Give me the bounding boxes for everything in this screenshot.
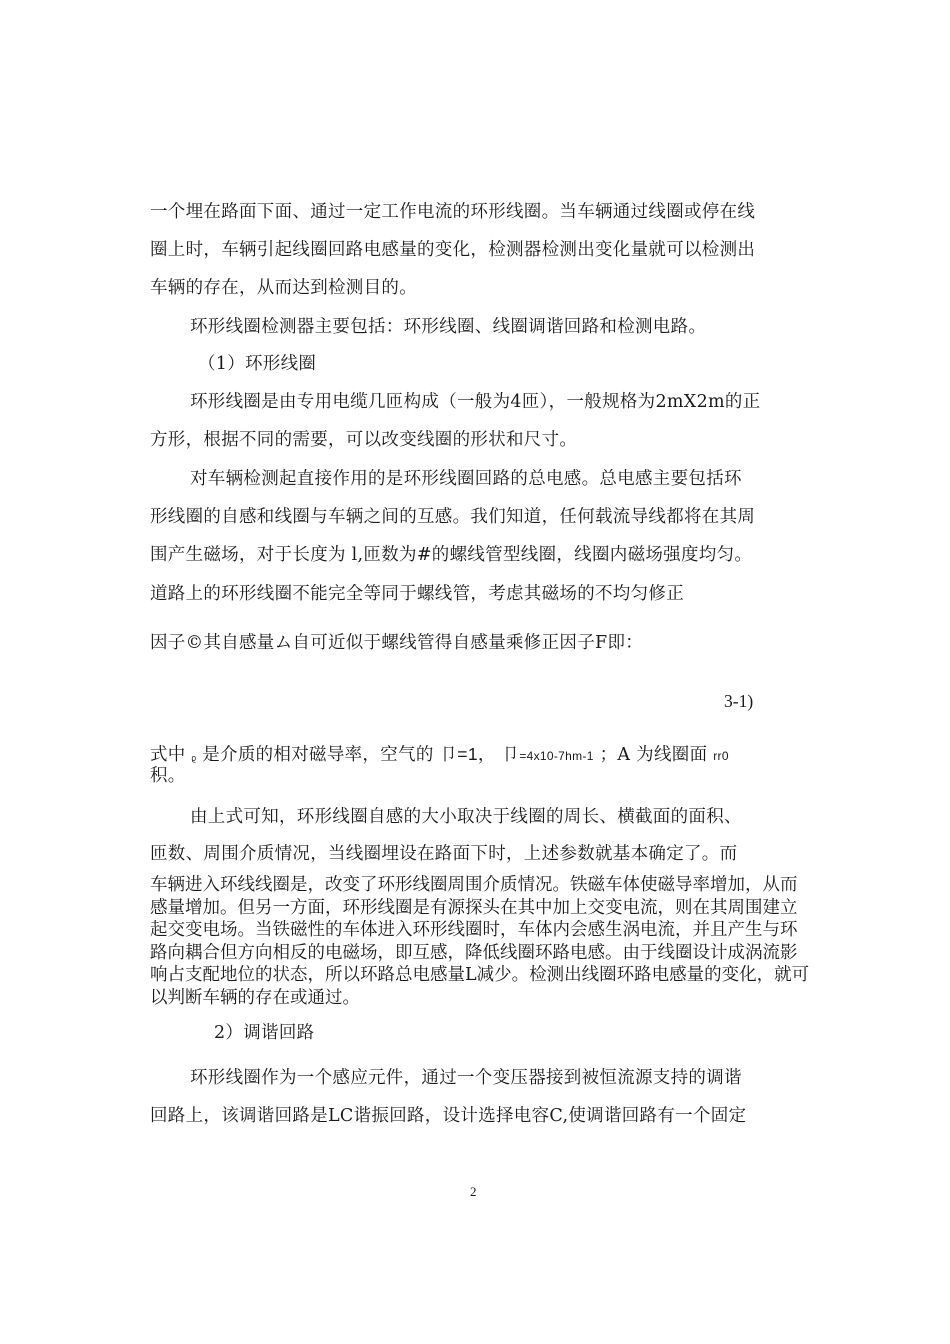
paragraph-4-line-3: 围产生磁场，对于长度为 l,匝数为#的螺线管型线圈，线圈内磁场强度均匀。 <box>150 545 753 565</box>
paragraph-3-line-2: 方形，根据不同的需要，可以改变线圈的形状和尺寸。 <box>150 430 578 450</box>
formula-note-line-1 <box>150 742 729 768</box>
paragraph-4-line-1: 对车辆检测起直接作用的是环形线圈回路的总电感。总电感主要包括环 <box>190 469 742 489</box>
page-number: 2 <box>470 1184 477 1199</box>
paragraph-3-line-1: 环形线圈是由专用电缆几匝构成（一般为4匝），一般规格为2mX2m的正 <box>190 392 761 412</box>
formula-note-text-1: 式中 <box>150 745 186 765</box>
paragraph-4-line-5: 因子©其自感量ム自可近似于螺线管得自感量乘修正因子F即： <box>150 633 644 653</box>
formula-note-text-3: ；A 为线圈面 <box>599 745 708 765</box>
formula-note-line-2: 积。 <box>150 766 186 786</box>
paragraph-6: 车辆进入环线线圈是，改变了环形线圈周围介质情况。铁磁车体使磁导率增加，从而感量增加。但另一方面，环形线圈是有源探头在其中加上交变电流，则在其周围建立起交变电场。当铁磁性的车体进入环形线圈时，车体内会感生涡电流，并且产生与环路向耦合但方向相反的电磁场，即互感，降低线圈环路电感。由于线圈设计成涡流影响占支配地位的状态，所以环路总电感量L减少。检测出线圈环路电感量的变化，就可以判断车辆的存在或通过。 <box>150 875 810 1008</box>
paragraph-4-line-4: 道路上的环形线圈不能完全等同于螺线管，考虑其磁场的不均匀修正 <box>150 584 684 604</box>
formula-note-text-2: 是介质的相对磁导率，空气的 <box>202 745 434 765</box>
formula-note-tail: rr0 <box>713 749 729 763</box>
section-heading-loop: （1）环形线圈 <box>198 354 317 374</box>
equation-number: 3-1) <box>724 691 754 711</box>
mu-symbol: ᵨ <box>191 749 197 763</box>
paragraph-2: 环形线圈检测器主要包括：环形线圈、线圈调谐回路和检测电路。 <box>190 317 707 337</box>
paragraph-5-line-1: 由上式可知，环形线圈自感的大小取决于线圈的周长、横截面的面积、 <box>190 807 742 827</box>
paragraph-1-line-3: 车辆的存在，从而达到检测目的。 <box>150 278 417 298</box>
paragraph-7-line-2: 回路上，该调谐回路是LC谐振回路，设计选择电容C,使调谐回路有一个固定 <box>150 1106 747 1126</box>
paragraph-5-line-2: 匝数、周围介质情况，当线圈埋设在路面下时，上述参数就基本确定了。而 <box>150 844 738 864</box>
paragraph-4-line-2: 形线圈的自感和线圈与车辆之间的互感。我们知道，任何载流导线都将在其周 <box>150 507 756 527</box>
paragraph-1-line-1: 一个埋在路面下面、通过一定工作电流的环形线圈。当车辆通过线圈或停在线 <box>150 202 756 222</box>
paragraph-1-line-2: 圈上时，车辆引起线圈回路电感量的变化，检测器检测出变化量就可以检测出 <box>150 240 756 260</box>
section-heading-tuning: 2）调谐回路 <box>214 1023 315 1043</box>
formula-mu-zero: 卩 <box>501 744 520 764</box>
paragraph-7-line-1: 环形线圈作为一个感应元件，通过一个变压器接到被恒流源支持的调谐 <box>190 1068 742 1088</box>
formula-air-permeability: 卩=1， <box>439 744 496 764</box>
formula-mu-zero-value: =4x10-7hm-1 <box>519 749 594 763</box>
